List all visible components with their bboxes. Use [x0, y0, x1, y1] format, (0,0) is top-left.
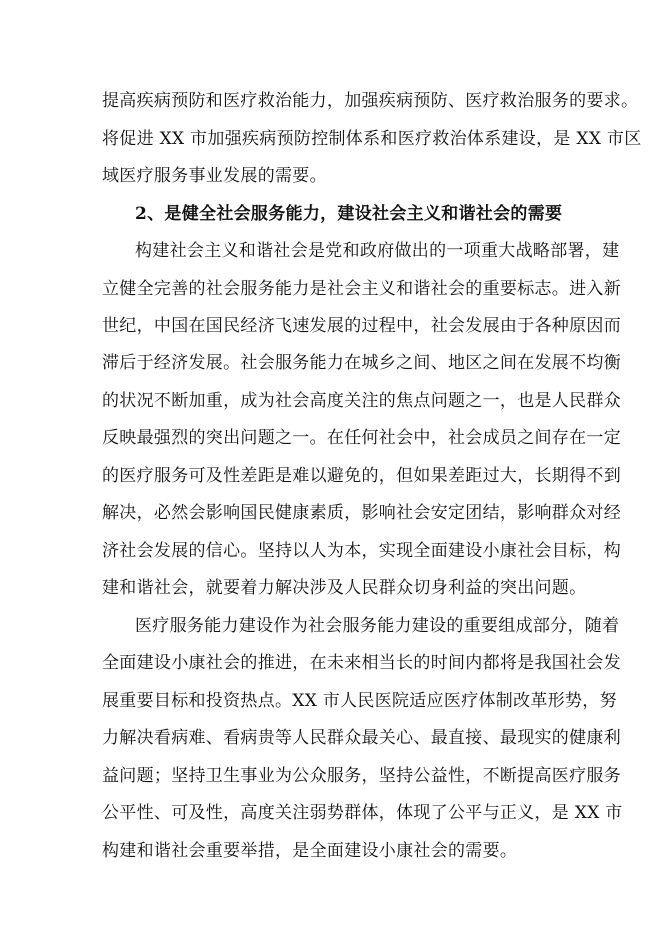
body-text-line: 解决，必然会影响国民健康素质，影响社会安定团结，影响群众对经	[102, 503, 621, 523]
body-text-line: 力解决看病难、看病贵等人民群众最关心、最直接、最现实的健康利	[102, 728, 621, 748]
body-text-line: 公平性、可及性，高度关注弱势群体，体现了公平与正义，是 XX 市	[102, 803, 623, 823]
body-text-line: 域医疗服务事业发展的需要。	[102, 166, 327, 186]
body-text-line: 济社会发展的信心。坚持以人为本，实现全面建设小康社会目标，构	[102, 541, 621, 561]
body-text-line: 构建和谐社会重要举措，是全面建设小康社会的需要。	[102, 841, 518, 861]
body-text-line: 滞后于经济发展。社会服务能力在城乡之间、地区之间在发展不均衡	[102, 353, 621, 373]
body-text-line: 将促进 XX 市加强疾病预防控制体系和医疗救治体系建设，是 XX 市区	[102, 129, 642, 149]
body-text-line: 世纪，中国在国民经济飞速发展的过程中，社会发展由于各种原因而	[102, 316, 621, 336]
body-text-line: 提高疾病预防和医疗救治能力，加强疾病预防、医疗救治服务的要求。	[102, 91, 639, 111]
body-text-line: 益问题；坚持卫生事业为公众服务，坚持公益性，不断提高医疗服务	[102, 766, 621, 786]
body-text-line: 的医疗服务可及性差距是难以避免的，但如果差距过大，长期得不到	[102, 466, 621, 486]
body-text-line: 医疗服务能力建设作为社会服务能力建设的重要组成部分，随着	[135, 616, 620, 636]
body-text-line: 构建社会主义和谐社会是党和政府做出的一项重大战略部署，建	[135, 241, 620, 261]
body-text-line: 立健全完善的社会服务能力是社会主义和谐社会的重要标志。进入新	[102, 279, 621, 299]
body-text-line: 的状况不断加重，成为社会高度关注的焦点问题之一，也是人民群众	[102, 391, 621, 411]
body-text-line: 建和谐社会，就要着力解决涉及人民群众切身利益的突出问题。	[102, 578, 587, 598]
body-text-line: 反映最强烈的突出问题之一。在任何社会中，社会成员之间存在一定	[102, 428, 621, 448]
body-text-line: 展重要目标和投资热点。XX 市人民医院适应医疗体制改革形势，努	[102, 691, 617, 711]
section-heading: 2、是健全社会服务能力，建设社会主义和谐社会的需要	[135, 204, 563, 224]
body-text-line: 全面建设小康社会的推进，在未来相当长的时间内都将是我国社会发	[102, 653, 621, 673]
